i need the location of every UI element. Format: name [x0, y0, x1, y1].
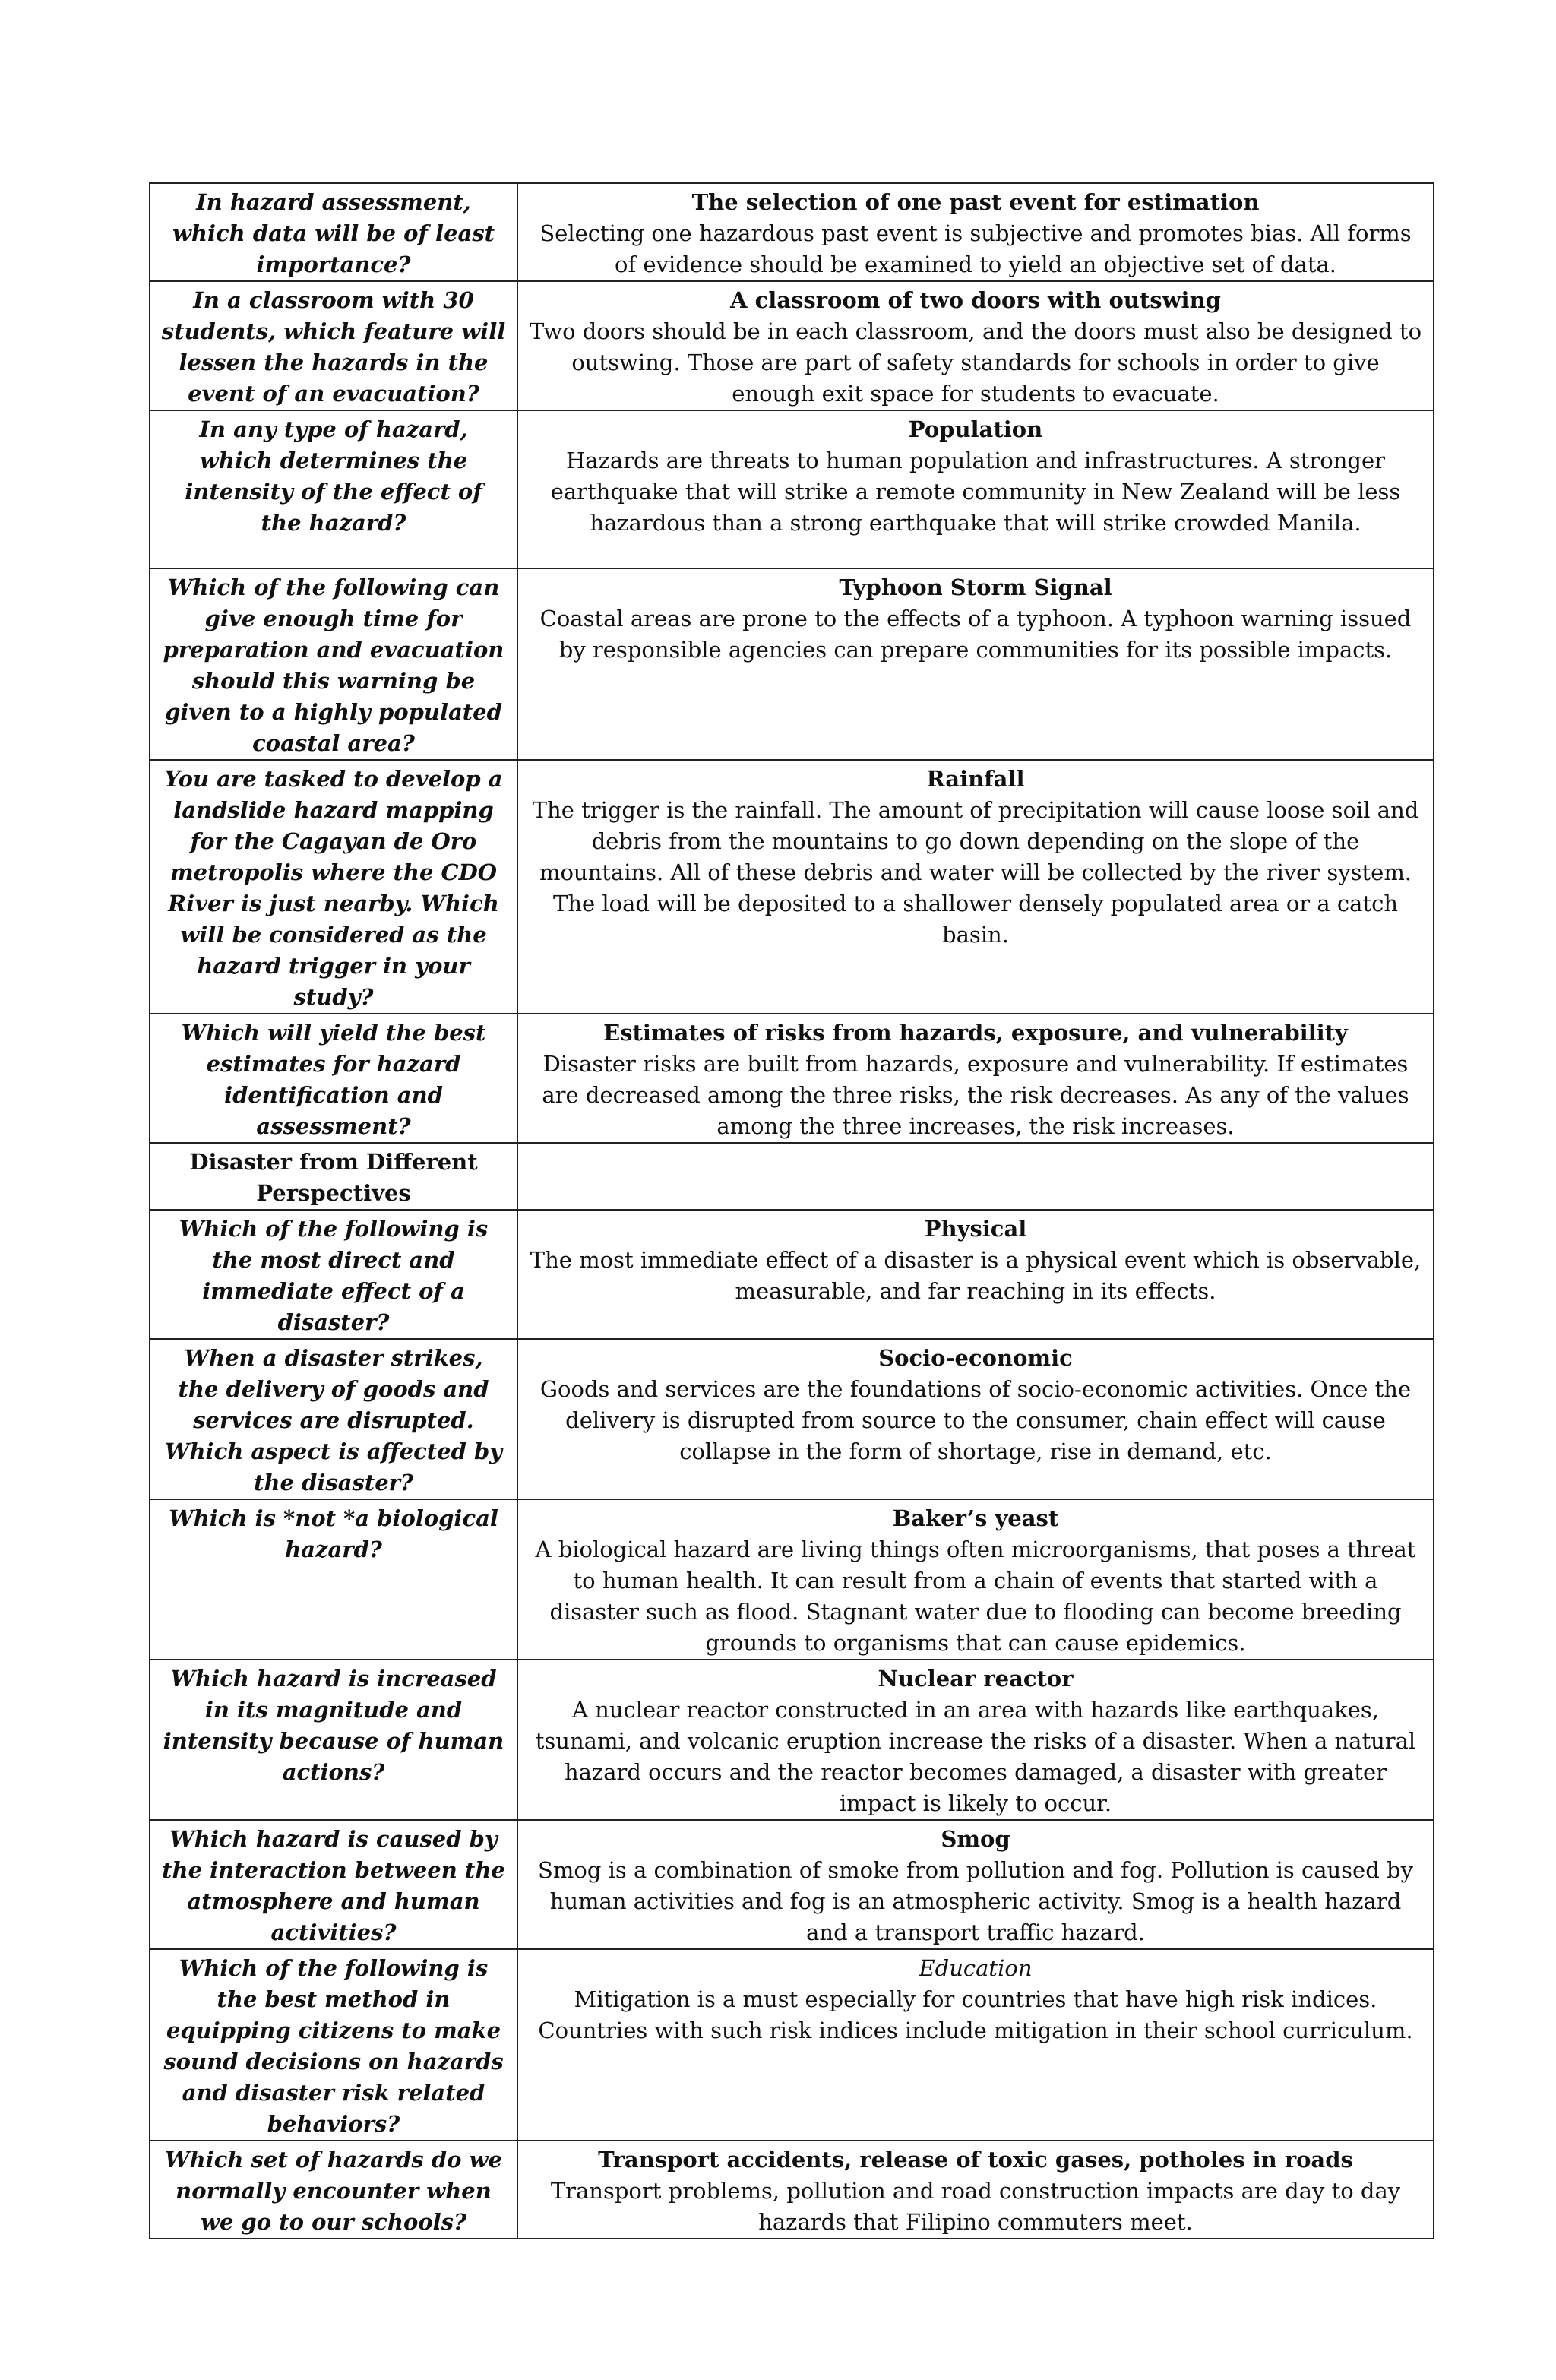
answer-explanation: Two doors should be in each classroom, and the doors must also be designed to outswing. Those are part of safety standards for schools in order to give enough exit space for students to evacuate.: [529, 318, 1422, 407]
answer-title: Nuclear reactor: [878, 1666, 1074, 1692]
answer-title: Baker’s yeast: [892, 1505, 1059, 1531]
question-cell: Which hazard is increased in its magnitude and intensity because of human actions?: [150, 1660, 517, 1820]
table-row: [150, 183, 1434, 281]
answer-explanation: The most immediate effect of a disaster is a physical event which is observable, measurable, and far reaching in its effects.: [530, 1247, 1422, 1304]
question-cell: Which set of hazards do we normally encounter when we go to our schools?: [150, 2141, 517, 2239]
qa-table: [149, 182, 1434, 2239]
answer-title: Education: [919, 1955, 1033, 1981]
answer-cell: [517, 1820, 1434, 1949]
answer-cell: [517, 183, 1434, 281]
answer-cell: [517, 1339, 1434, 1499]
question-cell: Which hazard is caused by the interaction between the atmosphere and human activities?: [150, 1820, 517, 1949]
table-row: [150, 1499, 1434, 1660]
answer-title: Smog: [941, 1826, 1010, 1852]
table-row: [150, 410, 1434, 568]
answer-title: Socio-economic: [878, 1345, 1073, 1371]
question-cell: You are tasked to develop a landslide hazard mapping for the Cagayan de Oro metropolis where the CDO River is just nearby. Which will be considered as the hazard trigger in your study?: [150, 760, 517, 1014]
answer-cell: [517, 1014, 1434, 1143]
section-row: [150, 1143, 1434, 1210]
table-row: [150, 1014, 1434, 1143]
question-cell: Which will yield the best estimates for hazard identification and assessment?: [150, 1014, 517, 1143]
answer-cell: [517, 410, 1434, 568]
question-cell: When a disaster strikes, the delivery of goods and services are disrupted. Which aspect is affected by the disaster?: [150, 1339, 517, 1499]
table-row: [150, 2141, 1434, 2239]
section-heading: Disaster from Different Perspectives: [150, 1143, 517, 1210]
answer-cell: [517, 1499, 1434, 1660]
answer-explanation: Coastal areas are prone to the effects of a typhoon. A typhoon warning issued by responsible agencies can prepare communities for its possible impacts.: [539, 606, 1412, 663]
table-row: [150, 1210, 1434, 1339]
answer-title: Physical: [924, 1216, 1027, 1242]
answer-title: Estimates of risks from hazards, exposure, and vulnerability: [603, 1020, 1348, 1046]
answer-cell: [517, 760, 1434, 1014]
answer-cell: [517, 568, 1434, 760]
table-row: [150, 1660, 1434, 1820]
answer-cell: [517, 1949, 1434, 2141]
table-row: [150, 1820, 1434, 1949]
answer-explanation: Mitigation is a must especially for countries that have high risk indices. Countries with such risk indices include mitigation in their school curriculum.: [538, 1986, 1413, 2043]
question-cell: In a classroom with 30 students, which feature will lessen the hazards in the event of an evacuation?: [150, 281, 517, 410]
answer-title: The selection of one past event for estimation: [691, 189, 1260, 215]
table-row: [150, 1339, 1434, 1499]
question-cell: In hazard assessment, which data will be of least importance?: [150, 183, 517, 281]
question-cell: Which of the following can give enough time for preparation and evacuation should this warning be given to a highly populated coastal area?: [150, 568, 517, 760]
answer-explanation: Hazards are threats to human population and infrastructures. A stronger earthquake that will strike a remote community in New Zealand will be less hazardous than a strong earthquake that will strike crowded Manila.: [550, 448, 1401, 536]
table-row: [150, 568, 1434, 760]
answer-title: Transport accidents, release of toxic gases, potholes in roads: [598, 2147, 1353, 2173]
table-row: [150, 760, 1434, 1014]
question-cell: Which is *not *a biological hazard?: [150, 1499, 517, 1660]
answer-cell: [517, 2141, 1434, 2239]
answer-explanation: A nuclear reactor constructed in an area with hazards like earthquakes, tsunami, and volcanic eruption increase the risks of a disaster. When a natural hazard occurs and the reactor becomes damaged, a disaster with greater impact is likely to occur.: [535, 1697, 1416, 1816]
answer-cell: [517, 1210, 1434, 1339]
answer-title: Typhoon Storm Signal: [839, 574, 1112, 600]
answer-title: Population: [908, 416, 1043, 442]
answer-title: Rainfall: [926, 766, 1025, 792]
answer-explanation: Transport problems, pollution and road construction impacts are day to day hazards that Filipino commuters meet.: [550, 2178, 1401, 2235]
question-cell: In any type of hazard, which determines the intensity of the effect of the hazard?: [150, 410, 517, 568]
answer-explanation: Smog is a combination of smoke from pollution and fog. Pollution is caused by human activities and fog is an atmospheric activity. Smog is a health hazard and a transport traffic hazard.: [538, 1857, 1413, 1945]
answer-title: A classroom of two doors with outswing: [730, 287, 1221, 313]
answer-cell: [517, 281, 1434, 410]
answer-cell: [517, 1660, 1434, 1820]
table-row: [150, 281, 1434, 410]
question-cell: Which of the following is the most direct and immediate effect of a disaster?: [150, 1210, 517, 1339]
answer-explanation: A biological hazard are living things often microorganisms, that poses a threat to human health. It can result from a chain of events that started with a disaster such as flood. Stagnant water due to flooding can become breeding grounds to organisms that can cause epidemics.: [535, 1537, 1416, 1656]
answer-explanation: The trigger is the rainfall. The amount of precipitation will cause loose soil and debris from the mountains to go down depending on the slope of the mountains. All of these debris and water will be collected by the river system. The load will be deposited to a shallower densely populated area or a catch basin.: [532, 797, 1419, 948]
answer-explanation: Selecting one hazardous past event is subjective and promotes bias. All forms of evidence should be examined to yield an objective set of data.: [539, 220, 1412, 277]
answer-explanation: Goods and services are the foundations of socio-economic activities. Once the delivery is disrupted from source to the consumer, chain effect will cause collapse in the form of shortage, rise in demand, etc.: [539, 1376, 1412, 1464]
table-row: [150, 1949, 1434, 2141]
question-cell: Which of the following is the best method in equipping citizens to make sound decisions on hazards and disaster risk related behaviors?: [150, 1949, 517, 2141]
answer-cell: [517, 1143, 1434, 1210]
answer-explanation: Disaster risks are built from hazards, exposure and vulnerability. If estimates are decreased among the three risks, the risk decreases. As any of the values among the three increases, the risk increases.: [542, 1051, 1409, 1139]
